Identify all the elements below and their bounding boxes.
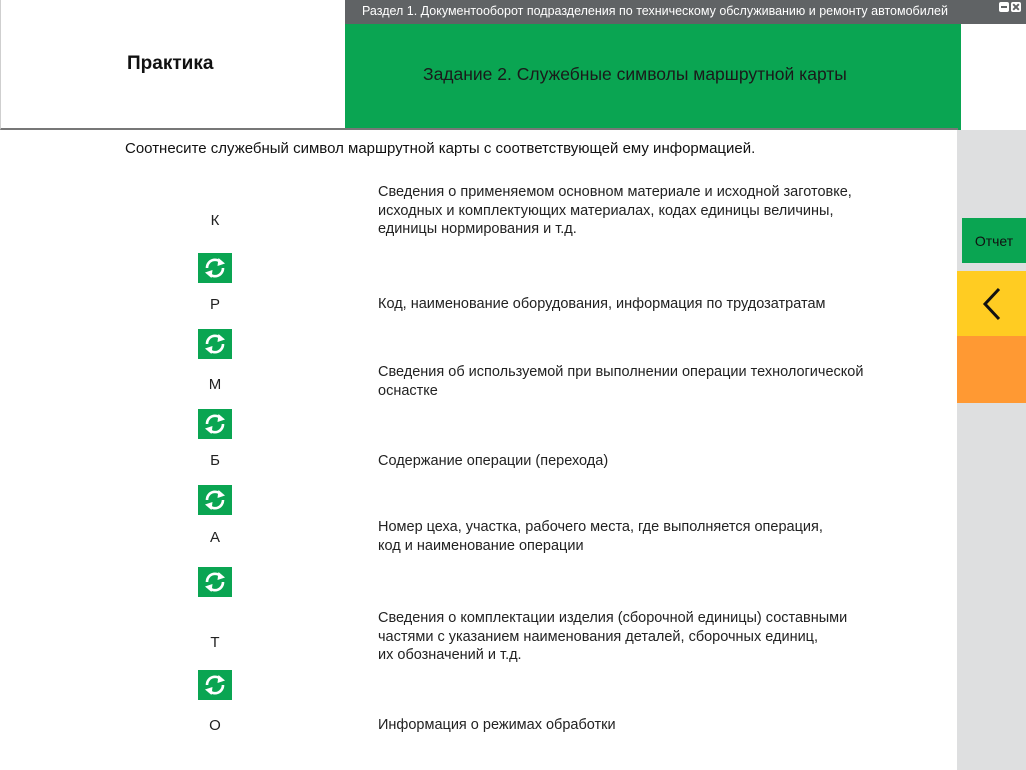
description-item	[378, 183, 918, 239]
close-icon[interactable]	[1011, 2, 1021, 12]
symbol-item[interactable]: К	[210, 212, 220, 229]
description-item	[378, 452, 918, 471]
description-line: их обозначений и т.д.	[378, 647, 522, 663]
symbol-item[interactable]: М	[208, 376, 222, 393]
description-line: оснастке	[378, 382, 438, 399]
swap-button[interactable]	[198, 409, 232, 439]
swap-button[interactable]	[198, 253, 232, 283]
description-line: Код, наименование оборудования, информация по трудозатратам	[378, 296, 826, 312]
back-button[interactable]	[957, 271, 1026, 336]
swap-button[interactable]	[198, 329, 232, 359]
swap-arrows-icon	[202, 570, 228, 594]
next-button[interactable]	[957, 336, 1026, 403]
symbol-item[interactable]: О	[209, 717, 221, 734]
swap-button[interactable]	[198, 670, 232, 700]
description-item	[378, 609, 918, 665]
swap-arrows-icon	[202, 256, 228, 280]
chevron-left-icon	[980, 286, 1004, 322]
description-line: Сведения о применяемом основном материале и исходной заготовке,	[378, 184, 852, 200]
description-line: Сведения об используемой при выполнении операции технологической	[378, 364, 864, 380]
swap-button[interactable]	[198, 485, 232, 515]
description-line: Номер цеха, участка, рабочего места, где выполняется операция,	[378, 519, 823, 535]
description-line: код и наименование операции	[378, 537, 584, 554]
header-divider	[344, 128, 958, 130]
minimize-icon[interactable]	[999, 2, 1009, 12]
window-controls	[999, 2, 1021, 12]
practice-header	[0, 0, 345, 130]
swap-button[interactable]	[198, 567, 232, 597]
symbol-item[interactable]: Б	[210, 452, 220, 469]
window-title-bar	[345, 0, 1026, 24]
symbol-item[interactable]: А	[209, 529, 220, 546]
swap-arrows-icon	[202, 488, 228, 512]
task-title: Задание 2. Служебные символы маршрутной карты	[423, 64, 847, 84]
task-header	[345, 24, 961, 130]
description-line: Содержание операции (перехода)	[378, 453, 609, 469]
swap-arrows-icon	[202, 332, 228, 356]
description-line: Сведения о комплектации изделия (сборочной единицы) составными	[378, 610, 848, 626]
description-item	[378, 518, 918, 555]
description-line: единицы нормирования и т.д.	[378, 221, 577, 237]
symbol-item[interactable]: Р	[209, 296, 220, 313]
description-line: исходных и комплектующих материалах, кодах единицы величины,	[378, 202, 834, 219]
description-line: Информация о режимах обработки	[378, 717, 616, 733]
description-item	[378, 295, 918, 314]
description-item	[378, 716, 918, 735]
description-line: частями с указанием наименования деталей, сборочных единиц,	[378, 628, 819, 645]
symbol-item[interactable]: Т	[210, 634, 220, 651]
practice-title: Практика	[127, 53, 214, 74]
section-title: Раздел 1. Документооборот подразделения по техническому обслуживанию и ремонту автомобилей	[362, 4, 948, 18]
right-header-space	[961, 24, 1026, 130]
swap-arrows-icon	[202, 412, 228, 436]
description-item	[378, 363, 918, 400]
report-button[interactable]: Отчет	[962, 218, 1026, 263]
swap-arrows-icon	[202, 673, 228, 697]
instruction-text: Соотнесите служебный символ маршрутной карты с соответствующей ему информацией.	[125, 140, 756, 157]
